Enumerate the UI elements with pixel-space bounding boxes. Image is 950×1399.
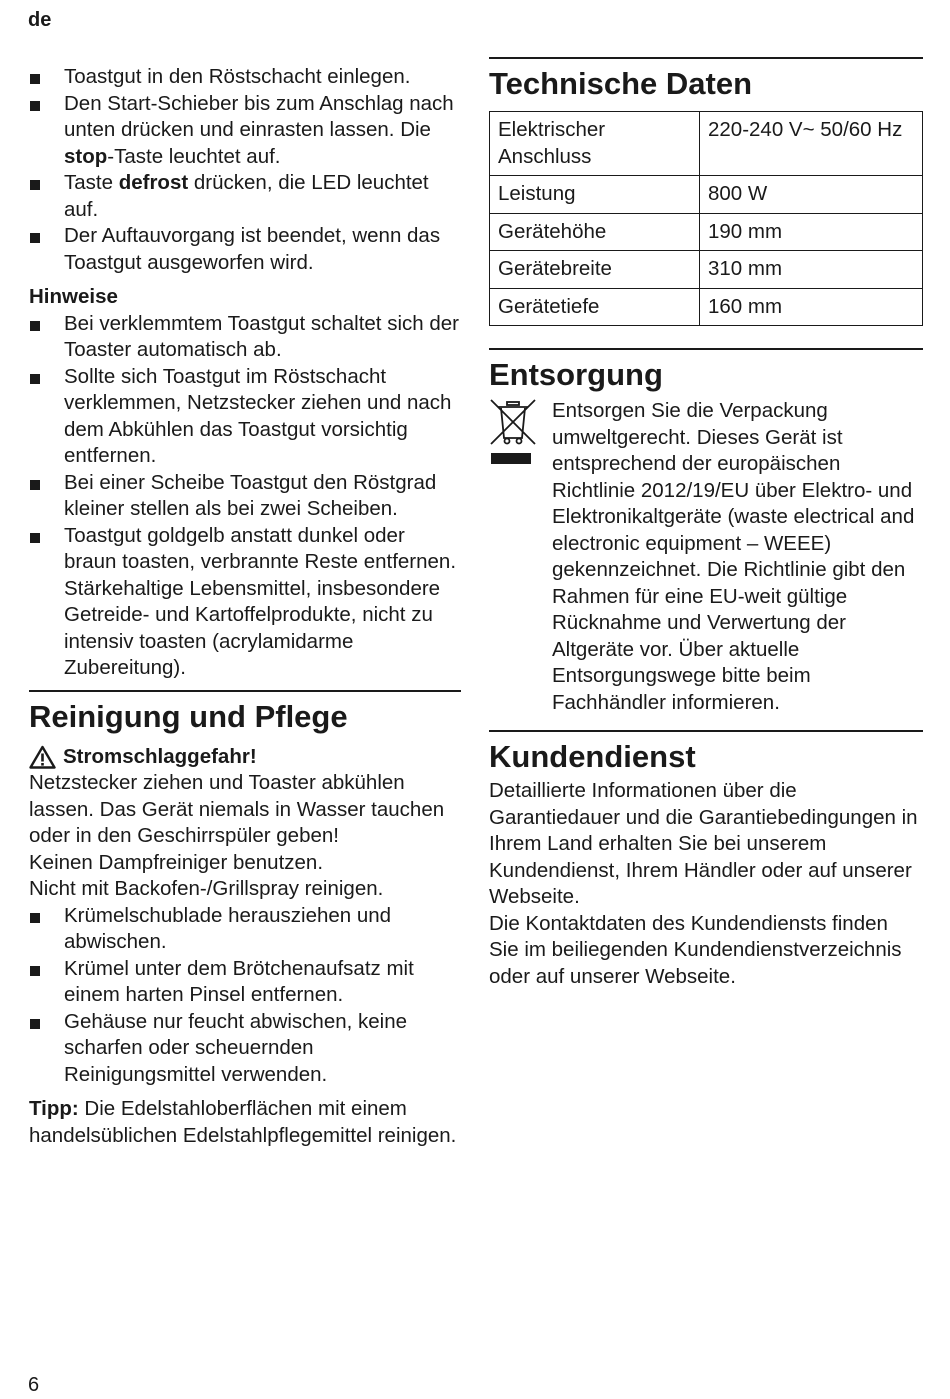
table-row — [490, 251, 923, 289]
service-text: Detaillierte Informationen über die Garantiedauer und die Garantiebedingungen in Ihrem Land erhalten Sie bei unserem Kundendienst, Ihrem Händler oder auf unserer Webseite. — [489, 779, 918, 908]
defrost-key-label: defrost — [118, 171, 189, 194]
table-row — [490, 112, 923, 176]
list-item: Krümel unter dem Brötchenaufsatz mit einem harten Pinsel entfernen. — [29, 956, 461, 1009]
spec-key: Gerätetiefe — [490, 288, 700, 326]
step-text: drücken, die LED leuchtet auf. — [64, 171, 429, 221]
table-row — [490, 213, 923, 251]
spec-value: 160 mm — [700, 288, 923, 326]
spec-value: 220-240 V~ 50/60 Hz — [700, 112, 923, 176]
spec-key: Gerätebreite — [490, 251, 700, 289]
spec-key: Gerätehöhe — [490, 213, 700, 251]
cleaning-text: Netzstecker ziehen und Toaster abkühlen lassen. Das Gerät niemals in Wasser tauchen oder in den Geschirrspüler geben! — [29, 771, 445, 847]
tip-paragraph — [29, 1096, 461, 1149]
page-number: 6 — [28, 1374, 40, 1396]
steps-list — [29, 64, 461, 276]
list-item — [29, 91, 461, 171]
warning-line — [29, 744, 461, 771]
spec-key: Elektrischer Anschluss — [490, 112, 700, 176]
cleaning-list — [29, 903, 461, 1089]
spec-key: Leistung — [490, 176, 700, 214]
disposal-section — [489, 348, 923, 716]
language-tag: de — [28, 9, 52, 31]
stop-key-label: stop — [64, 144, 108, 168]
list-item: Sollte sich Toastgut im Röstschacht verklemmen, Netzstecker ziehen und nach dem Abkühlen das Toastgut vorsichtig entfernen. — [29, 364, 461, 470]
table-row — [490, 176, 923, 214]
disposal-block — [489, 398, 923, 716]
tip-text: Die Edelstahloberflächen mit einem handelsüblichen Edelstahlpflegemittel reinigen. — [29, 1097, 457, 1147]
disposal-title: Entsorgung — [489, 348, 923, 394]
tech-table — [489, 111, 923, 326]
cleaning-title: Reinigung und Pflege — [29, 690, 461, 736]
spec-value: 310 mm — [700, 251, 923, 289]
tip-label: Tipp: — [29, 1097, 79, 1120]
list-item: Bei einer Scheibe Toastgut den Röstgrad kleiner stellen als bei zwei Scheiben. — [29, 470, 461, 523]
disposal-text: Entsorgen Sie die Verpackung umweltgerecht. Dieses Gerät ist entsprechend der europäischen Richtlinie 2012/19/EU über Elektro- und Elektronikaltgeräte (waste electrical and electronic equipment – WEEE) gekennzeichnet. Die Richtlinie gibt den Rahmen für eine EU-weit gültige Rücknahme und Verwertung der Altgeräte vor. Über aktuelle Entsorgungswege bitte beim Fachhändler informieren. — [552, 399, 915, 714]
list-item: Toastgut in den Röstschacht einlegen. — [29, 64, 461, 91]
warning-triangle-icon — [29, 745, 56, 769]
spec-value: 800 W — [700, 176, 923, 214]
right-column — [489, 57, 923, 990]
left-column — [29, 64, 461, 1149]
warning-text: Stromschlaggefahr! — [63, 744, 257, 768]
hints-list — [29, 311, 461, 682]
service-section — [489, 730, 923, 990]
tech-section — [489, 57, 923, 326]
hints-heading: Hinweise — [29, 285, 118, 308]
list-item: Der Auftauvorgang ist beendet, wenn das Toastgut ausgeworfen wird. — [29, 223, 461, 276]
list-item: Bei verklemmtem Toastgut schaltet sich der Toaster automatisch ab. — [29, 311, 461, 364]
step-text: Taste — [64, 171, 119, 194]
table-row — [490, 288, 923, 326]
cleaning-section — [29, 690, 461, 1150]
list-item: Gehäuse nur feucht abwischen, keine scharfen oder scheuernden Reinigungsmittel verwenden. — [29, 1009, 461, 1089]
cleaning-text: Keinen Dampfreiniger benutzen. — [29, 850, 324, 874]
cleaning-text: Nicht mit Backofen-/Grillspray reinigen. — [29, 877, 384, 900]
step-text: -Taste leuchtet auf. — [107, 144, 281, 168]
service-text: Die Kontaktdaten des Kundendiensts finden Sie im beiliegenden Kundendienstverzeichnis oder auf unserer Webseite. — [489, 911, 902, 988]
list-item: Krümelschublade herausziehen und abwischen. — [29, 903, 461, 956]
service-title: Kundendienst — [489, 730, 923, 776]
step-text: Den Start-Schieber bis zum Anschlag nach unten drücken und einrasten lassen. Die — [64, 91, 454, 141]
list-item — [29, 170, 461, 223]
list-item: Toastgut goldgelb anstatt dunkel oder braun toasten, verbrannte Reste entfernen. Stärkehaltige Lebensmittel, insbesondere Getreide- und Kartoffelprodukte, nicht zu intensiv toasten (acrylamidarme Zubereitung). — [29, 523, 461, 682]
weee-crossed-bin-icon — [489, 398, 537, 716]
spec-value: 190 mm — [700, 213, 923, 251]
tech-title: Technische Daten — [489, 57, 923, 103]
